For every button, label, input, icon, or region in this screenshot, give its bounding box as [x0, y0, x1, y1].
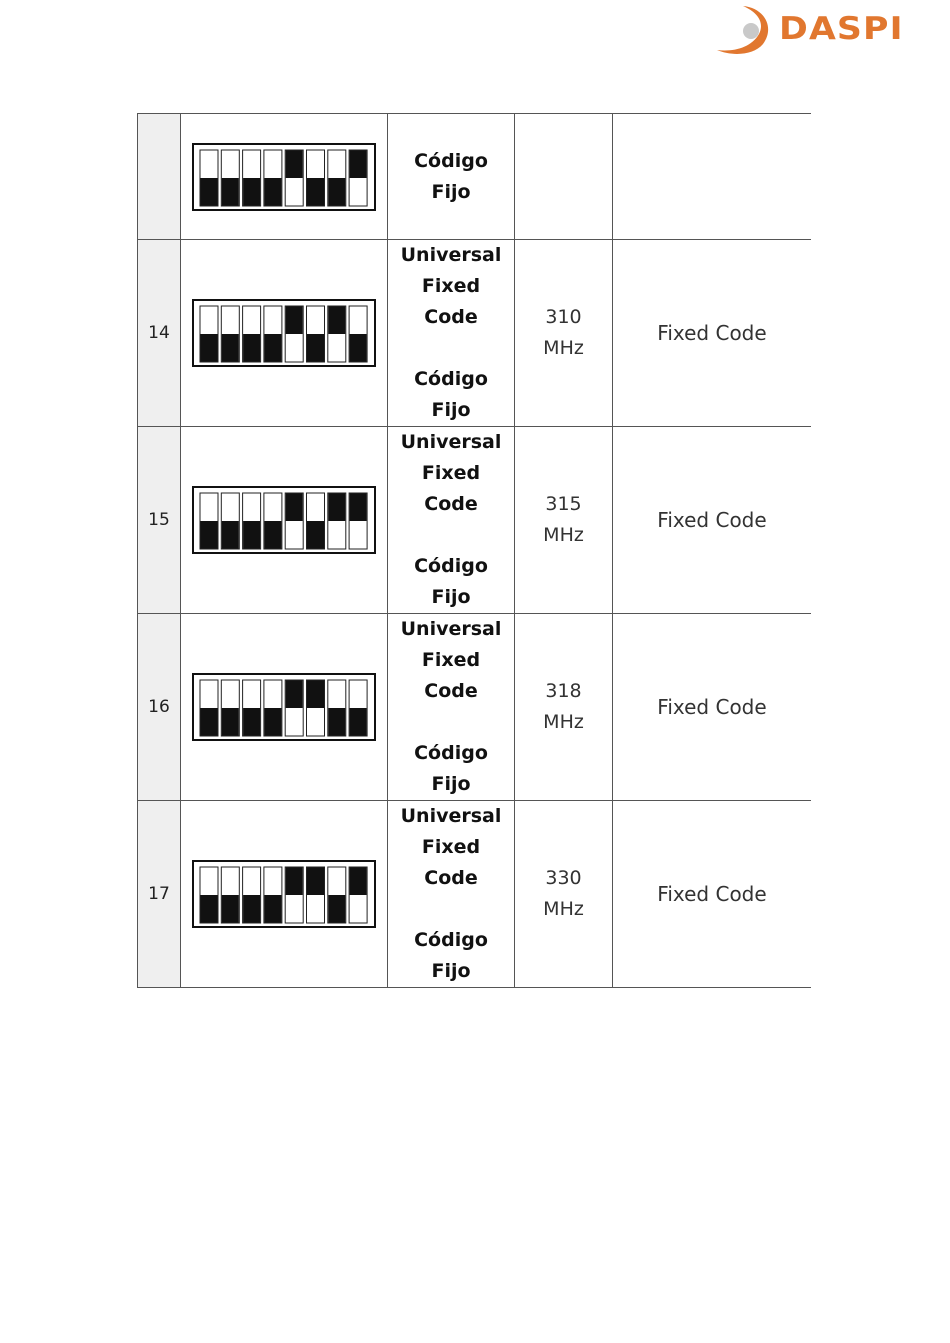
dip-switch-lever-4-off — [264, 178, 281, 206]
dip-switch-lever-5-on — [286, 494, 303, 522]
code-type-cell — [388, 114, 515, 240]
dip-switch-lever-8-off — [350, 708, 367, 736]
code-type-cell — [388, 427, 515, 614]
dip-switch-housing — [193, 144, 375, 210]
dip-switch-lever-1-off — [201, 895, 218, 923]
dip-switch-lever-3-off — [243, 708, 260, 736]
description-cell: Fixed Code — [613, 614, 812, 801]
dip-switch-lever-4-off — [264, 334, 281, 362]
code-type-es-line: Código — [414, 149, 488, 172]
frequency-cell — [515, 614, 613, 801]
table-row — [138, 427, 812, 614]
frequency-line: 310 — [545, 306, 582, 328]
frequency-cell — [515, 427, 613, 614]
code-type-en-line: Fixed — [421, 649, 481, 671]
dip-switch-lever-2-off — [222, 708, 239, 736]
code-type-es-line: Código — [414, 929, 488, 951]
code-type-es-line: Fijo — [431, 960, 471, 982]
code-type-es-line: Fijo — [431, 773, 471, 795]
dip-switch-lever-6-on — [307, 868, 324, 896]
row-number: 16 — [138, 614, 181, 801]
dip-switch-lever-5-on — [286, 150, 303, 178]
dip-switch-diagram — [192, 299, 376, 367]
code-type-en-line: Universal — [400, 618, 502, 640]
code-type-en-line: Code — [424, 306, 478, 328]
description-cell: Fixed Code — [613, 427, 812, 614]
frequency-cell — [515, 801, 613, 988]
dip-switch-housing — [193, 861, 375, 927]
dip-switch-lever-4-off — [264, 521, 281, 549]
code-type-es-line: Código — [414, 368, 488, 390]
dip-switch-lever-8-on — [350, 494, 367, 522]
code-type-es-line: Código — [414, 742, 488, 764]
dip-switch-lever-7-off — [328, 895, 345, 923]
dip-switch-lever-1-off — [201, 178, 218, 206]
frequency-line: MHz — [543, 524, 584, 546]
dip-switch-diagram — [192, 860, 376, 928]
frequency-line: MHz — [543, 711, 584, 733]
dip-switch-lever-5-on — [286, 307, 303, 335]
line-gap — [388, 520, 514, 551]
dip-switch-lever-1-off — [201, 708, 218, 736]
code-type-en-line: Universal — [400, 805, 502, 827]
code-type-en-line: Code — [424, 493, 478, 515]
dip-switch-housing — [193, 487, 375, 553]
frequency-cell — [515, 240, 613, 427]
row-number: 15 — [138, 427, 181, 614]
dip-switch-cell — [181, 240, 388, 427]
line-gap — [388, 894, 514, 925]
dip-switch-diagram — [192, 143, 376, 211]
description-cell — [613, 114, 812, 240]
dip-switch-diagram — [192, 673, 376, 741]
dip-switch-housing — [193, 300, 375, 366]
dip-switch-lever-1-off — [201, 521, 218, 549]
dip-switch-lever-4-off — [264, 708, 281, 736]
dip-switch-lever-3-off — [243, 521, 260, 549]
code-type-cell — [388, 801, 515, 988]
description-cell: Fixed Code — [613, 801, 812, 988]
row-number: 14 — [138, 240, 181, 427]
dip-switch-lever-1-off — [201, 334, 218, 362]
dip-switch-lever-8-on — [350, 868, 367, 896]
code-type-en-line: Universal — [400, 431, 502, 453]
frequency-line: MHz — [543, 898, 584, 920]
dip-switch-lever-5-on — [286, 868, 303, 896]
dip-switch-lever-4-off — [264, 895, 281, 923]
dip-switch-cell — [181, 801, 388, 988]
code-type-cell — [388, 614, 515, 801]
line-gap — [388, 333, 514, 364]
code-type-cell — [388, 240, 515, 427]
code-type-en-line: Fixed — [421, 275, 481, 297]
daspi-logo-mark-icon — [713, 2, 783, 58]
dip-switch-table — [137, 113, 811, 988]
code-type-es-line: Código — [414, 555, 488, 577]
description-cell: Fixed Code — [613, 240, 812, 427]
frequency-cell — [515, 114, 613, 240]
frequency-line: 318 — [545, 680, 582, 702]
dip-switch-lever-6-off — [307, 334, 324, 362]
code-type-es-line: Fijo — [431, 586, 471, 608]
daspi-logo-text: DASPI — [779, 11, 904, 47]
table-row — [138, 801, 812, 988]
code-type-es-line: Fijo — [431, 399, 471, 421]
code-type-en-line: Code — [424, 680, 478, 702]
dip-switch-lever-6-off — [307, 521, 324, 549]
dip-switch-housing — [193, 674, 375, 740]
dip-switch-lever-6-off — [307, 178, 324, 206]
dip-switch-lever-3-off — [243, 178, 260, 206]
frequency-line: 330 — [545, 867, 582, 889]
frequency-line: 315 — [545, 493, 582, 515]
daspi-logo — [713, 2, 927, 58]
dip-switch-lever-3-off — [243, 334, 260, 362]
table-row — [138, 614, 812, 801]
row-number — [138, 114, 181, 240]
dip-switch-lever-7-on — [328, 307, 345, 335]
dip-switch-cell — [181, 614, 388, 801]
frequency-line: MHz — [543, 337, 584, 359]
dip-switch-lever-8-on — [350, 150, 367, 178]
code-type-en-line: Code — [424, 867, 478, 889]
dip-switch-lever-2-off — [222, 178, 239, 206]
dip-switch-lever-2-off — [222, 334, 239, 362]
dip-switch-cell — [181, 114, 388, 240]
code-type-en-line: Fixed — [421, 462, 481, 484]
row-number: 17 — [138, 801, 181, 988]
dip-switch-lever-2-off — [222, 895, 239, 923]
dip-switch-lever-7-off — [328, 178, 345, 206]
code-type-es-line: Fijo — [431, 180, 471, 203]
code-type-en-line: Fixed — [421, 836, 481, 858]
dip-switch-lever-3-off — [243, 895, 260, 923]
dip-switch-lever-5-on — [286, 681, 303, 709]
dip-switch-lever-7-on — [328, 494, 345, 522]
line-gap — [388, 707, 514, 738]
table-row — [138, 240, 812, 427]
dip-switch-lever-8-off — [350, 334, 367, 362]
dip-switch-lever-6-on — [307, 681, 324, 709]
dip-switch-cell — [181, 427, 388, 614]
dip-switch-lever-2-off — [222, 521, 239, 549]
table-row — [138, 114, 812, 240]
dip-switch-diagram — [192, 486, 376, 554]
dip-switch-lever-7-off — [328, 708, 345, 736]
code-type-en-line: Universal — [400, 244, 502, 266]
